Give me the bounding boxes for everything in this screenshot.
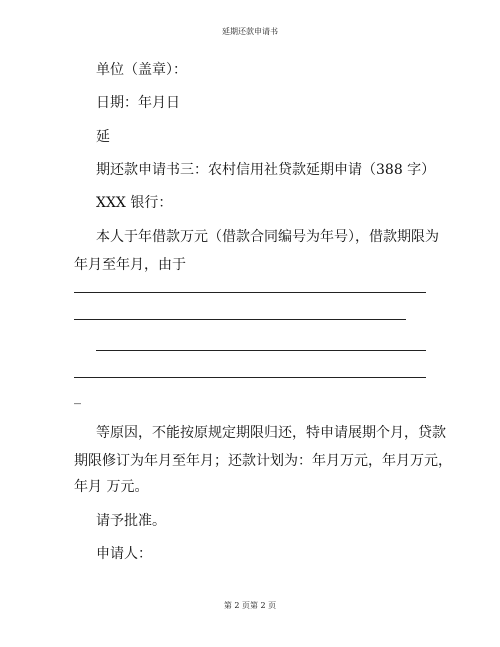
approval-request: 请予批准。	[96, 513, 166, 529]
paragraph-2-line-2: 期限修订为年月至年月；还款计划为：年月万元，年月万元，	[74, 453, 452, 469]
yan-char: 延	[96, 129, 110, 145]
blank-line-3	[96, 350, 426, 351]
paragraph-2-line-1: 等原因，不能按原规定期限归还，特申请展期个月，贷款	[96, 425, 446, 441]
addressee: XXX 银行：	[96, 195, 173, 211]
blank-line-2	[74, 319, 406, 320]
section-title: 期还款申请书三：农村信用社贷款延期申请（388 字）	[96, 162, 436, 178]
blank-line-4	[74, 377, 426, 378]
paragraph-2-line-3: 年月 万元。	[74, 479, 149, 495]
date-label: 日期：年月日	[96, 95, 180, 111]
blank-line-1	[74, 292, 426, 293]
unit-seal-label: 单位（盖章）：	[96, 62, 187, 78]
paragraph-1-line-1: 本人于年借款万元（借款合同编号为年号），借款期限为	[96, 229, 439, 245]
page-footer: 第 2 页第 2 页	[223, 601, 277, 610]
trailing-blank: _	[74, 389, 81, 405]
applicant-label: 申请人：	[96, 546, 152, 562]
page-header-title: 延期还款申请书	[222, 27, 278, 36]
paragraph-1-line-2: 年月至年月，由于	[74, 257, 186, 273]
